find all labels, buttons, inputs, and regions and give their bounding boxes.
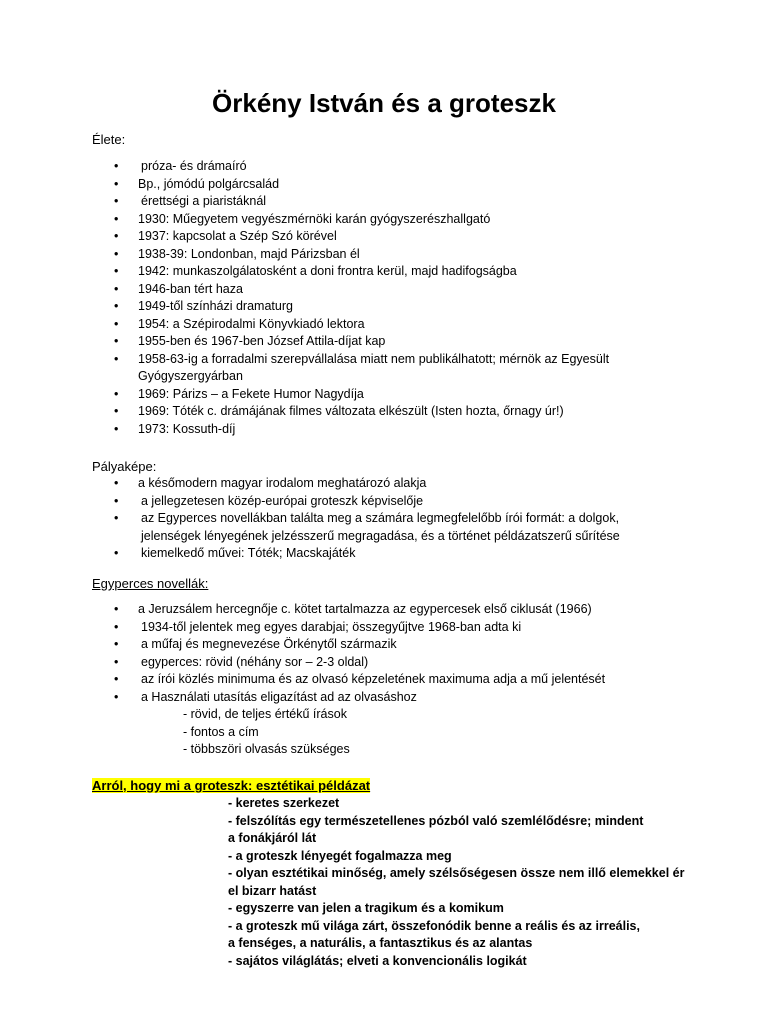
list-item: • a műfaj és megnevezése Örkénytől származik [92,636,692,654]
list-item: - sajátos világlátás; elveti a konvencionális logikát [228,953,527,968]
list-item: • Bp., jómódú polgárcsalád [92,176,692,194]
egyperces-heading: Egyperces novellák: [92,576,209,591]
egyperces-sublist [183,706,768,759]
groteszk-list [228,795,688,970]
palyakepe-list [92,475,692,563]
list-item: - olyan esztétikai minőség, amely szélsőségesen össze nem illő elemekkel ér el bizarr hatást [228,866,685,898]
list-item: • 1969: Tóték c. drámájának filmes változata elkészült (Isten hozta, őrnagy úr!) [92,403,692,421]
list-item: - a groteszk lényegét fogalmazza meg [228,848,452,863]
list-item: • 1930: Műegyetem vegyészmérnöki karán gyógyszerészhallgató [92,211,692,229]
list-item: • 1954: a Szépirodalmi Könyvkiadó lektora [92,316,692,334]
palyakepe-heading: Pályaképe: [92,459,157,474]
list-item: • 1969: Párizs – a Fekete Humor Nagydíja [92,386,692,404]
elete-heading: Élete: [92,132,126,147]
list-item: • a Jeruzsálem hercegnője c. kötet tartalmazza az egypercesek első ciklusát (1966) [92,601,692,619]
list-item: • a Használati utasítás eligazítást ad az olvasáshoz [92,689,692,707]
list-item: - fontos a cím [183,724,259,739]
list-item: - egyszerre van jelen a tragikum és a komikum [228,901,504,915]
groteszk-heading [92,777,370,795]
list-item: - keretes szerkezet [228,796,340,810]
list-item: - felszólítás egy természetellenes pózból való szemlélődésre; mindent a fonákjáról lát [228,813,644,845]
list-item: • 1934-től jelentek meg egyes darabjai; összegyűjtve 1968-ban adta ki [92,619,692,637]
list-item: • 1938-39: Londonban, majd Párizsban él [92,246,692,264]
list-item: • próza- és drámaíró [92,158,692,176]
list-item: • 1946-ban tért haza [92,281,692,299]
list-item: • a későmodern magyar irodalom meghatározó alakja [92,475,692,493]
list-item: • 1949-től színházi dramaturg [92,298,692,316]
list-item: • érettségi a piaristáknál [92,193,692,211]
elete-list [92,158,692,438]
list-item: • 1958-63-ig a forradalmi szerepvállalása miatt nem publikálhatott; mérnök az Egyesült Gyógyszergyárban [92,351,648,386]
list-item: • 1955-ben és 1967-ben József Attila-díjat kap [92,333,692,351]
highlighted-heading: Arról, hogy mi a groteszk: esztétikai példázat [92,778,371,793]
list-item: - többszöri olvasás szükséges [183,742,350,756]
egyperces-list [92,601,692,706]
list-item: • a jellegzetesen közép-európai groteszk képviselője [92,493,692,511]
list-item: • kiemelkedő művei: Tóték; Macskajáték [92,545,692,563]
list-item: • 1937: kapcsolat a Szép Szó körével [92,228,692,246]
list-item: • egyperces: rövid (néhány sor – 2-3 oldal) [92,654,692,672]
list-item: • az írói közlés minimuma és az olvasó képzeletének maximuma adja a mű jelentését [92,671,692,689]
list-item: • az Egyperces novellákban találta meg a számára legmegfelelőbb írói formát: a dolgok, jelenségek lényegének jelzésszerű megragadása, és a történet példázatszerű sűrítése [92,510,641,545]
list-item: • 1942: munkaszolgálatosként a doni frontra kerül, majd hadifogságba [92,263,692,281]
page-title: Örkény István és a groteszk [212,88,556,118]
list-item: - rövid, de teljes értékű írások [183,707,347,721]
list-item: - a groteszk mű világa zárt, összefonódik benne a reális és az irreális, a fenséges, a naturális, a fantasztikus és az alantas [228,918,640,950]
list-item: • 1973: Kossuth-díj [92,421,692,439]
